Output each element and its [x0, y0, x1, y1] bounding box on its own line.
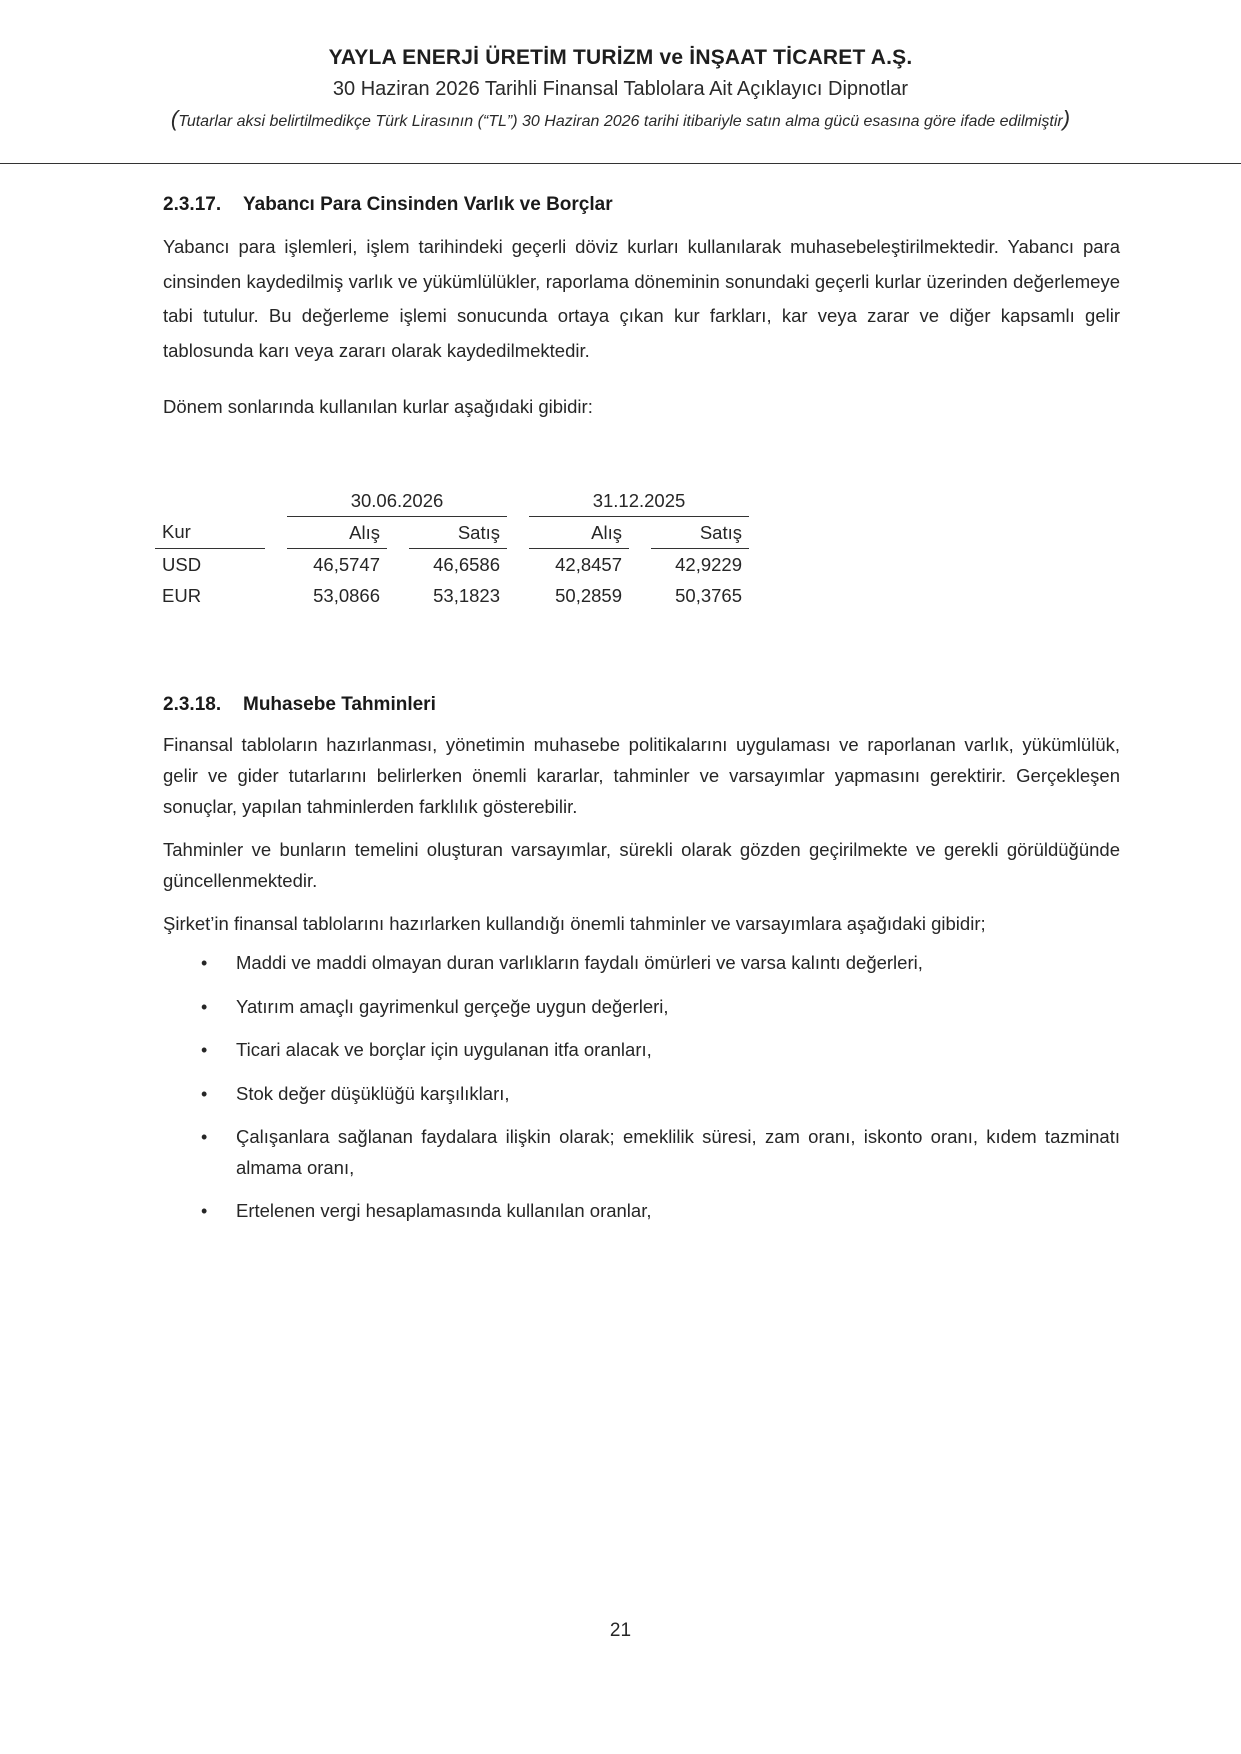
header-divider: [0, 163, 1241, 164]
rate-cell: 42,8457: [555, 553, 622, 575]
table-column-header-row: [155, 517, 749, 549]
column-header-buy: Alış: [287, 517, 387, 549]
bullet-icon: •: [201, 1083, 208, 1104]
section-heading: [163, 692, 1120, 718]
list-item: [163, 1079, 1120, 1110]
rate-cell: 46,6586: [433, 553, 500, 575]
list-item-text: Ticari alacak ve borçlar için uygulanan itfa oranları,: [236, 1039, 652, 1060]
company-name: YAYLA ENERJİ ÜRETİM TURİZM ve İNŞAAT TİCARET A.Ş.: [328, 46, 913, 69]
rate-cell: 50,3765: [675, 584, 742, 606]
table-row: [155, 549, 749, 581]
section-title: Muhasebe Tahminleri: [243, 694, 436, 715]
period-header-1: 30.06.2026: [287, 485, 507, 517]
column-header-currency: Kur: [155, 517, 265, 549]
page-number: 21: [609, 1620, 632, 1641]
bullet-icon: •: [201, 1201, 208, 1221]
table-row: [155, 580, 749, 611]
section-heading: [163, 192, 1120, 218]
foreign-currency-paragraph: Yabancı para işlemleri, işlem tarihindeki geçerli döviz kurları kullanılarak muhasebeleştirilmektedir. Yabancı para cinsinden kaydedilmiş varlık ve yükümlülükler, raporlama döneminin sonundaki geçerli kurlar üzerinden değerlemeye tabi tutulur. Bu değerleme işlemi sonucunda ortaya çıkan kur farkları, kar veya zarar ve diğer kapsamlı gelir tablosunda karı veya zararı olarak kaydedilmektedir.: [163, 236, 1120, 361]
list-item: [163, 1035, 1120, 1066]
note-text: Tutarlar aksi belirtilmedikçe Türk Lirasının (“TL”) 30 Haziran 2026 tarihi itibariyle satın alma gücü esasına göre ifade edilmiştir: [178, 113, 1063, 130]
page-header: [0, 44, 1241, 137]
rate-cell: 42,9229: [675, 553, 742, 575]
section-title: Yabancı Para Cinsinden Varlık ve Borçlar: [243, 194, 613, 215]
currency-note: [0, 104, 1241, 137]
table-period-header-row: [155, 485, 749, 517]
list-item-text: Ertelenen vergi hesaplamasında kullanılan oranlar,: [236, 1200, 652, 1221]
list-item-text: Çalışanlara sağlanan faydalara ilişkin olarak; emeklilik süresi, zam oranı, iskonto oranı, kıdem tazminatı almama oranı,: [236, 1126, 1120, 1178]
estimates-paragraph-3: Şirket’in finansal tablolarını hazırlarken kullandığı önemli tahminler ve varsayımlara aşağıdaki gibidir;: [163, 913, 986, 934]
rate-cell: 50,2859: [555, 584, 622, 606]
bullet-icon: •: [201, 953, 208, 973]
list-item: [163, 1122, 1120, 1183]
rate-cell: 53,0866: [313, 584, 380, 606]
currency-cell: EUR: [162, 584, 202, 606]
estimates-paragraph-2: Tahminler ve bunların temelini oluşturan varsayımlar, sürekli olarak gözden geçirilmekte ve gerekli görüldüğünde güncellenmektedir.: [163, 839, 1120, 891]
column-header-sell: Satış: [409, 517, 507, 549]
period-header-2: 31.12.2025: [529, 485, 749, 517]
currency-cell: USD: [162, 553, 202, 575]
rates-intro: Dönem sonlarında kullanılan kurlar aşağıdaki gibidir:: [163, 396, 593, 417]
estimates-list: [163, 948, 1120, 1240]
exchange-rates-table: [155, 485, 749, 611]
bullet-icon: •: [201, 996, 208, 1017]
rate-cell: 46,5747: [313, 553, 380, 575]
section-number: 2.3.18.: [163, 694, 222, 715]
section-foreign-currency: [163, 192, 1120, 425]
section-accounting-estimates: [163, 692, 1120, 939]
list-item-text: Yatırım amaçlı gayrimenkul gerçeğe uygun değerleri,: [236, 995, 669, 1017]
bullet-icon: •: [201, 1040, 208, 1060]
note-close-paren: ): [1062, 106, 1071, 131]
list-item-text: Maddi ve maddi olmayan duran varlıkların faydalı ömürleri ve varsa kalıntı değerleri,: [236, 952, 923, 973]
bullet-icon: •: [201, 1127, 208, 1147]
column-header-sell: Satış: [651, 517, 749, 549]
rate-cell: 53,1823: [433, 584, 500, 606]
list-item: [163, 948, 1120, 979]
section-number: 2.3.17.: [163, 194, 222, 215]
note-open-paren: (: [170, 106, 179, 131]
list-item-text: Stok değer düşüklüğü karşılıkları,: [236, 1082, 510, 1104]
estimates-paragraph-1: Finansal tabloların hazırlanması, yönetimin muhasebe politikalarını uygulaması ve raporlanan varlık, yükümlülük, gelir ve gider tutarlarını belirlerken önemli kararlar, tahminler ve varsayımlar yapmasını gerektirir. Gerçekleşen sonuçlar, yapılan tahminlerden farklılık gösterebilir.: [163, 734, 1120, 817]
list-item: [163, 992, 1120, 1023]
list-item: [163, 1196, 1120, 1227]
column-header-buy: Alış: [529, 517, 629, 549]
document-subtitle: 30 Haziran 2026 Tarihli Finansal Tablolara Ait Açıklayıcı Dipnotlar: [332, 78, 909, 100]
